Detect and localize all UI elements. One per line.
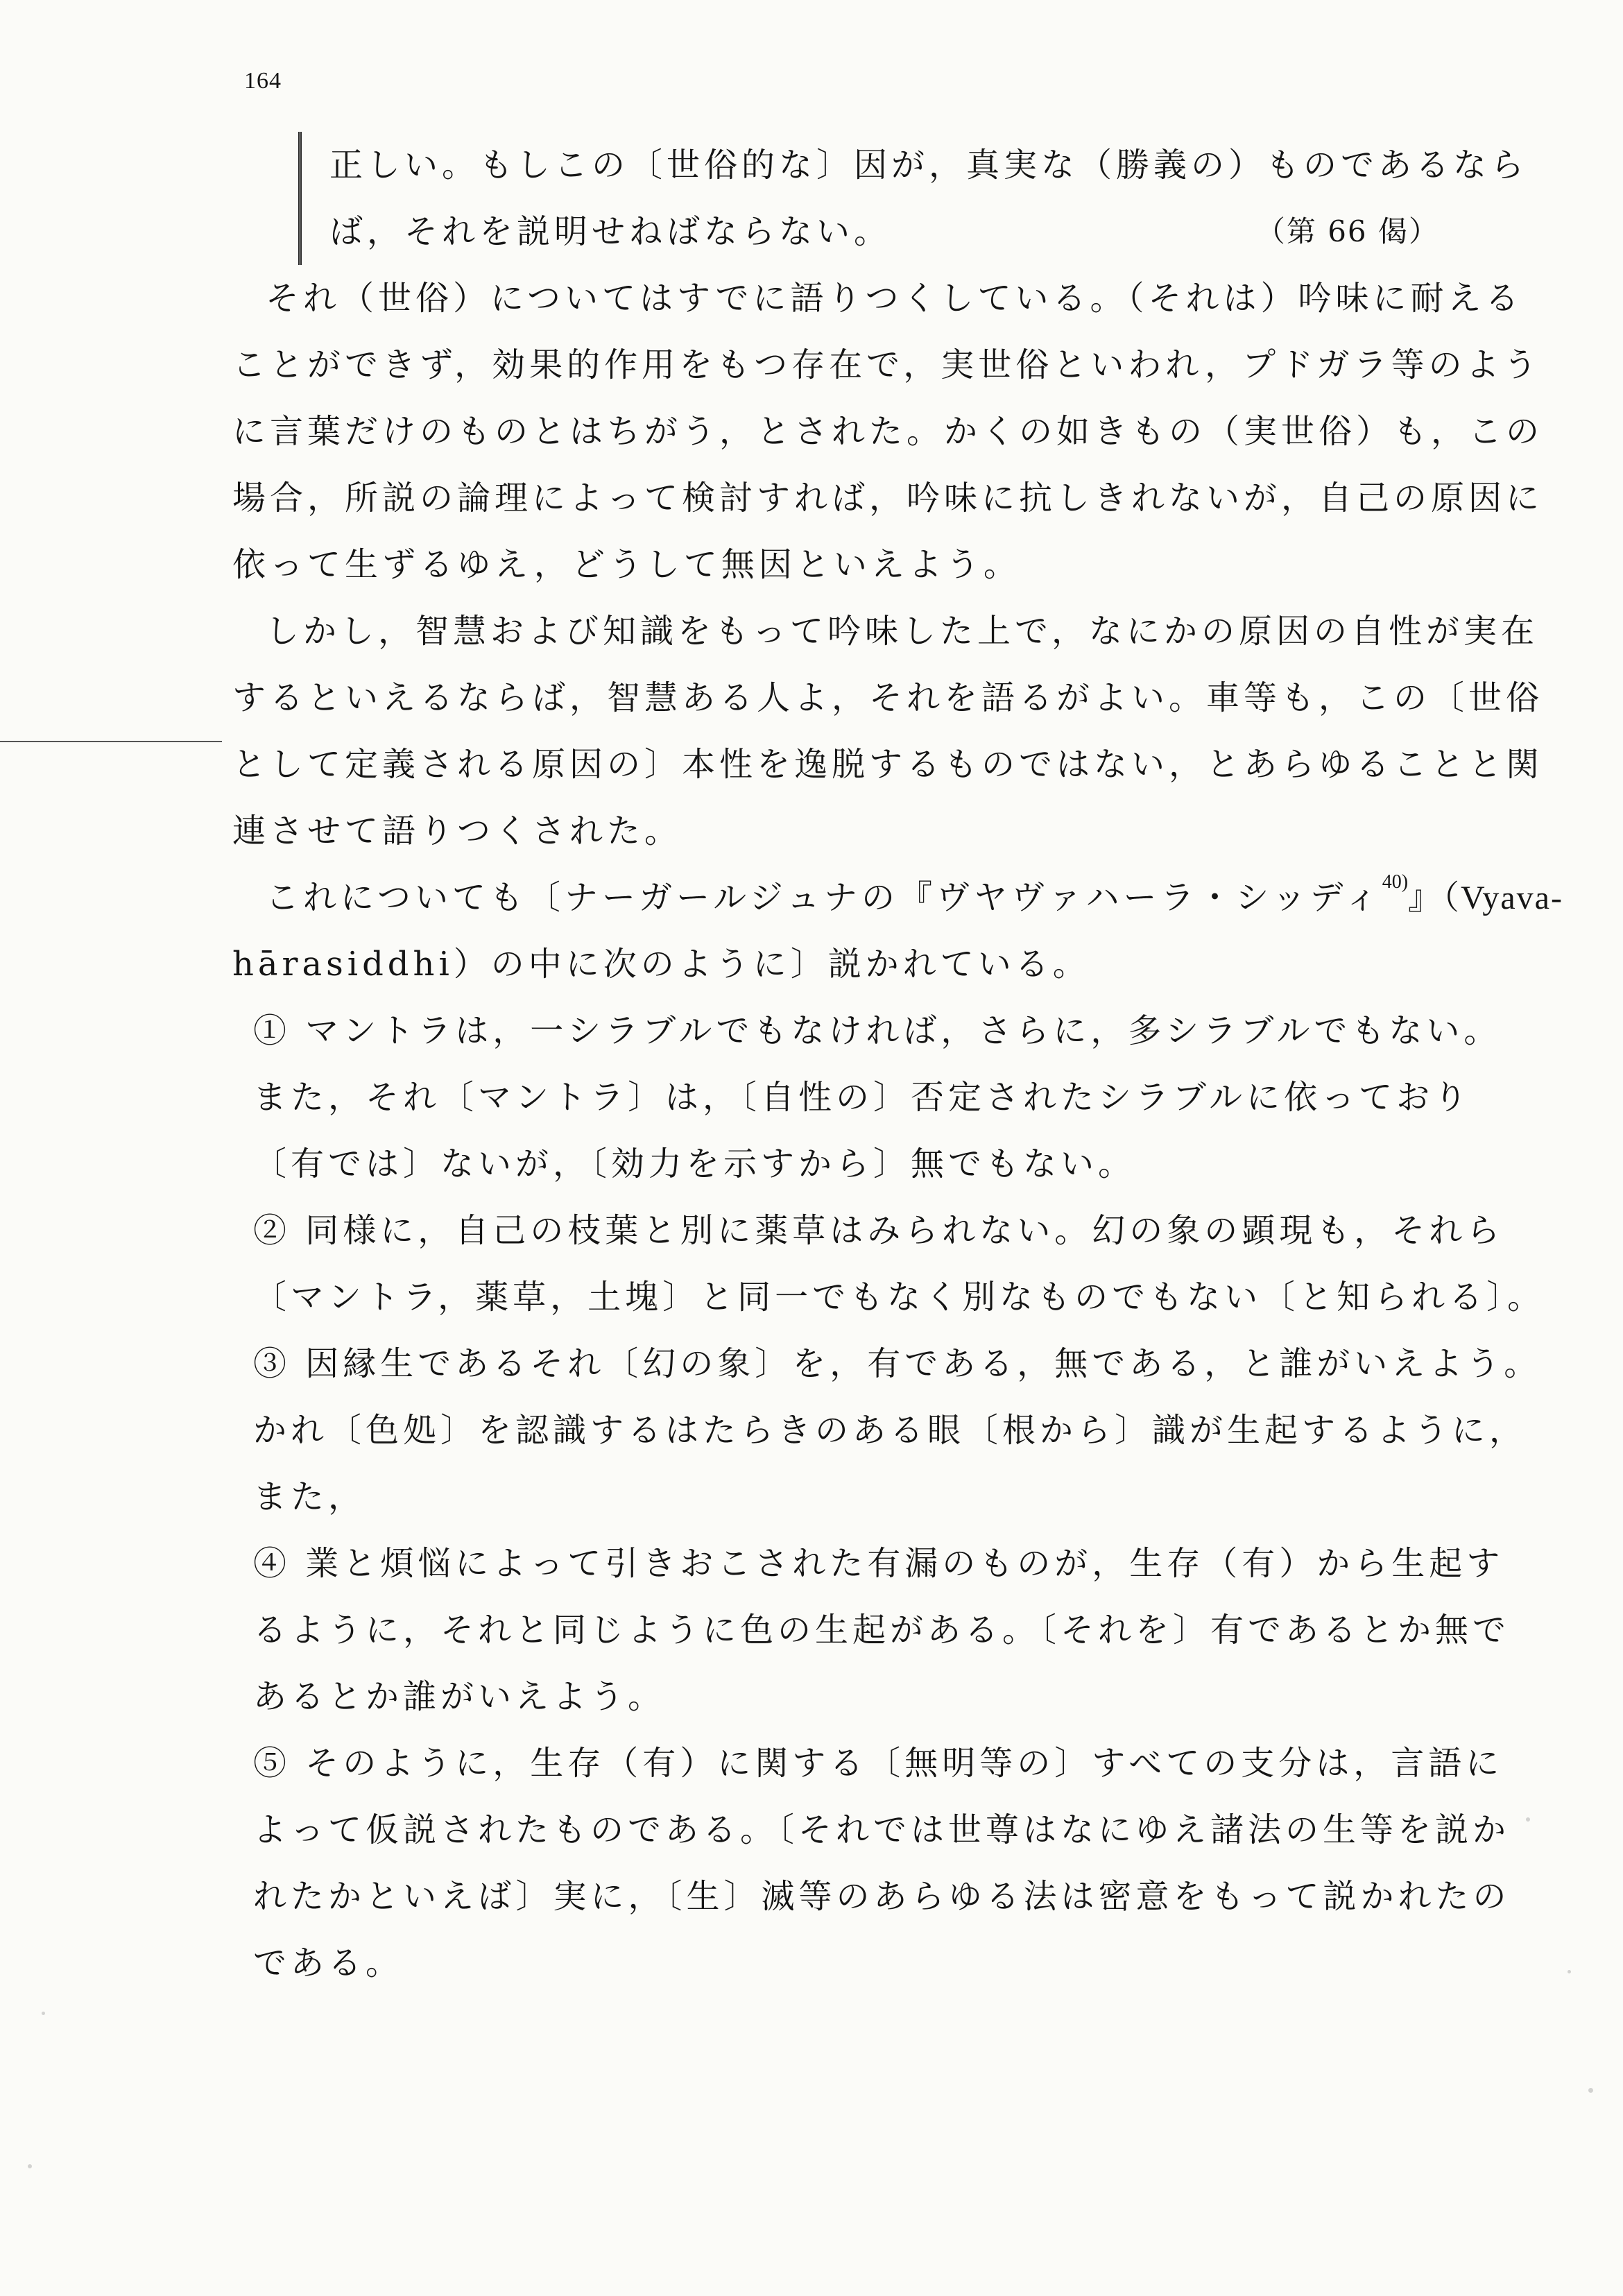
text-line: しかし，智慧および知識をもって吟味した上で，なにかの原因の自性が実在 (266, 612, 1539, 651)
text-line: ① マントラは，一シラブルでもなければ，さらに，多シラブルでもない。 (253, 1011, 1502, 1050)
text-line: として定義される原因の〕本性を逸脱するものではない，とあらゆることと関 (232, 745, 1544, 784)
text-line: また，それ〔マントラ〕は，〔自性の〕否定されたシラブルに依っており (253, 1078, 1472, 1117)
scan-speck (1568, 1970, 1571, 1973)
text-line: るように，それと同じように色の生起がある。〔それを〕有であるとか無で (253, 1611, 1511, 1650)
text-line: ⑤ そのように，生存（有）に関する〔無明等の〕すべての支分は，言語に (253, 1744, 1504, 1783)
text-line: に言葉だけのものとはちがう，とされた。かくの如きもの（実世俗）も，この (232, 412, 1544, 451)
text-line: hārasiddhi）の中に次のように〕説かれている。 (232, 945, 1090, 984)
text-line: よって仮説されたものである。〔それでは世尊はなにゆえ諸法の生等を説か (253, 1810, 1511, 1849)
verse-text: ば，それを説明せねばならない。 (329, 212, 892, 251)
paragraph (232, 598, 1544, 864)
text-line: ことができず，効果的作用をもつ存在で，実世俗といわれ，プドガラ等のよう (232, 345, 1541, 384)
text-line: また， (253, 1477, 366, 1516)
verse-item (232, 1530, 1511, 1730)
paragraph (232, 864, 1563, 997)
verse-item (232, 997, 1502, 1197)
scan-speck (1588, 2088, 1593, 2093)
text-segment: これについても〔ナーガールジュナの『ヴヤヴァハーラ・シッディ (266, 878, 1382, 917)
verse-line (329, 198, 1439, 265)
verse-reference: （第 66 偈） (1255, 214, 1439, 248)
text-line: である。 (253, 1944, 404, 1982)
verse-item (232, 1730, 1511, 1996)
page-number: 164 (244, 68, 282, 94)
text-line: 依って生ずるゆえ，どうして無因といえよう。 (232, 545, 1021, 584)
text-line: かれ〔色処〕を認識するはたらきのある眼〔根から〕識が生起するように， (253, 1411, 1527, 1450)
text-line: それ（世俗）についてはすでに語りつくしている。（それは）吟味に耐える (266, 279, 1523, 318)
footnote-marker: 40) (1382, 871, 1409, 893)
verse-item (232, 1330, 1542, 1530)
scan-speck (28, 2164, 32, 2168)
text-line: 〔マントラ，薬草，土塊〕と同一でもなく別なものでもない〔と知られる〕。 (253, 1278, 1545, 1317)
text-line: ② 同様に，自己の枝葉と別に薬草はみられない。幻の象の顕現も，それら (253, 1211, 1504, 1250)
scan-speck (42, 2012, 45, 2015)
text-line: 場合，所説の論理によって検討すれば，吟味に抗しきれないが，自己の原因に (232, 479, 1544, 517)
text-line: 連させて語りつくされた。 (232, 812, 682, 850)
body-text (232, 265, 1563, 1996)
text-line: するといえるならば，智慧ある人よ，それを語るがよい。車等も，この〔世俗 (232, 678, 1544, 717)
text-line: ③ 因縁生であるそれ〔幻の象〕を，有である，無である，と誰がいえよう。 (253, 1344, 1542, 1383)
text-line: れたかといえば〕実に，〔生〕滅等のあらゆる法は密意をもって説かれたの (253, 1877, 1511, 1916)
text-line: あるとか誰がいえよう。 (253, 1677, 666, 1716)
text-line: 〔有では〕ないが，〔効力を示すから〕無でもない。 (253, 1145, 1136, 1183)
text-segment: 』（Vyava- (1408, 880, 1563, 916)
text-line (232, 864, 1563, 931)
verse-line: 正しい。もしこの〔世俗的な〕因が，真実な（勝義の）ものであるなら (329, 146, 1529, 185)
quoted-verse-block (298, 132, 1529, 265)
margin-rule (0, 741, 222, 742)
text-line: ④ 業と煩悩によって引きおこされた有漏のものが，生存（有）から生起す (253, 1544, 1504, 1583)
scan-speck (1526, 1817, 1530, 1822)
paragraph (232, 265, 1544, 598)
verse-item (232, 1197, 1545, 1330)
